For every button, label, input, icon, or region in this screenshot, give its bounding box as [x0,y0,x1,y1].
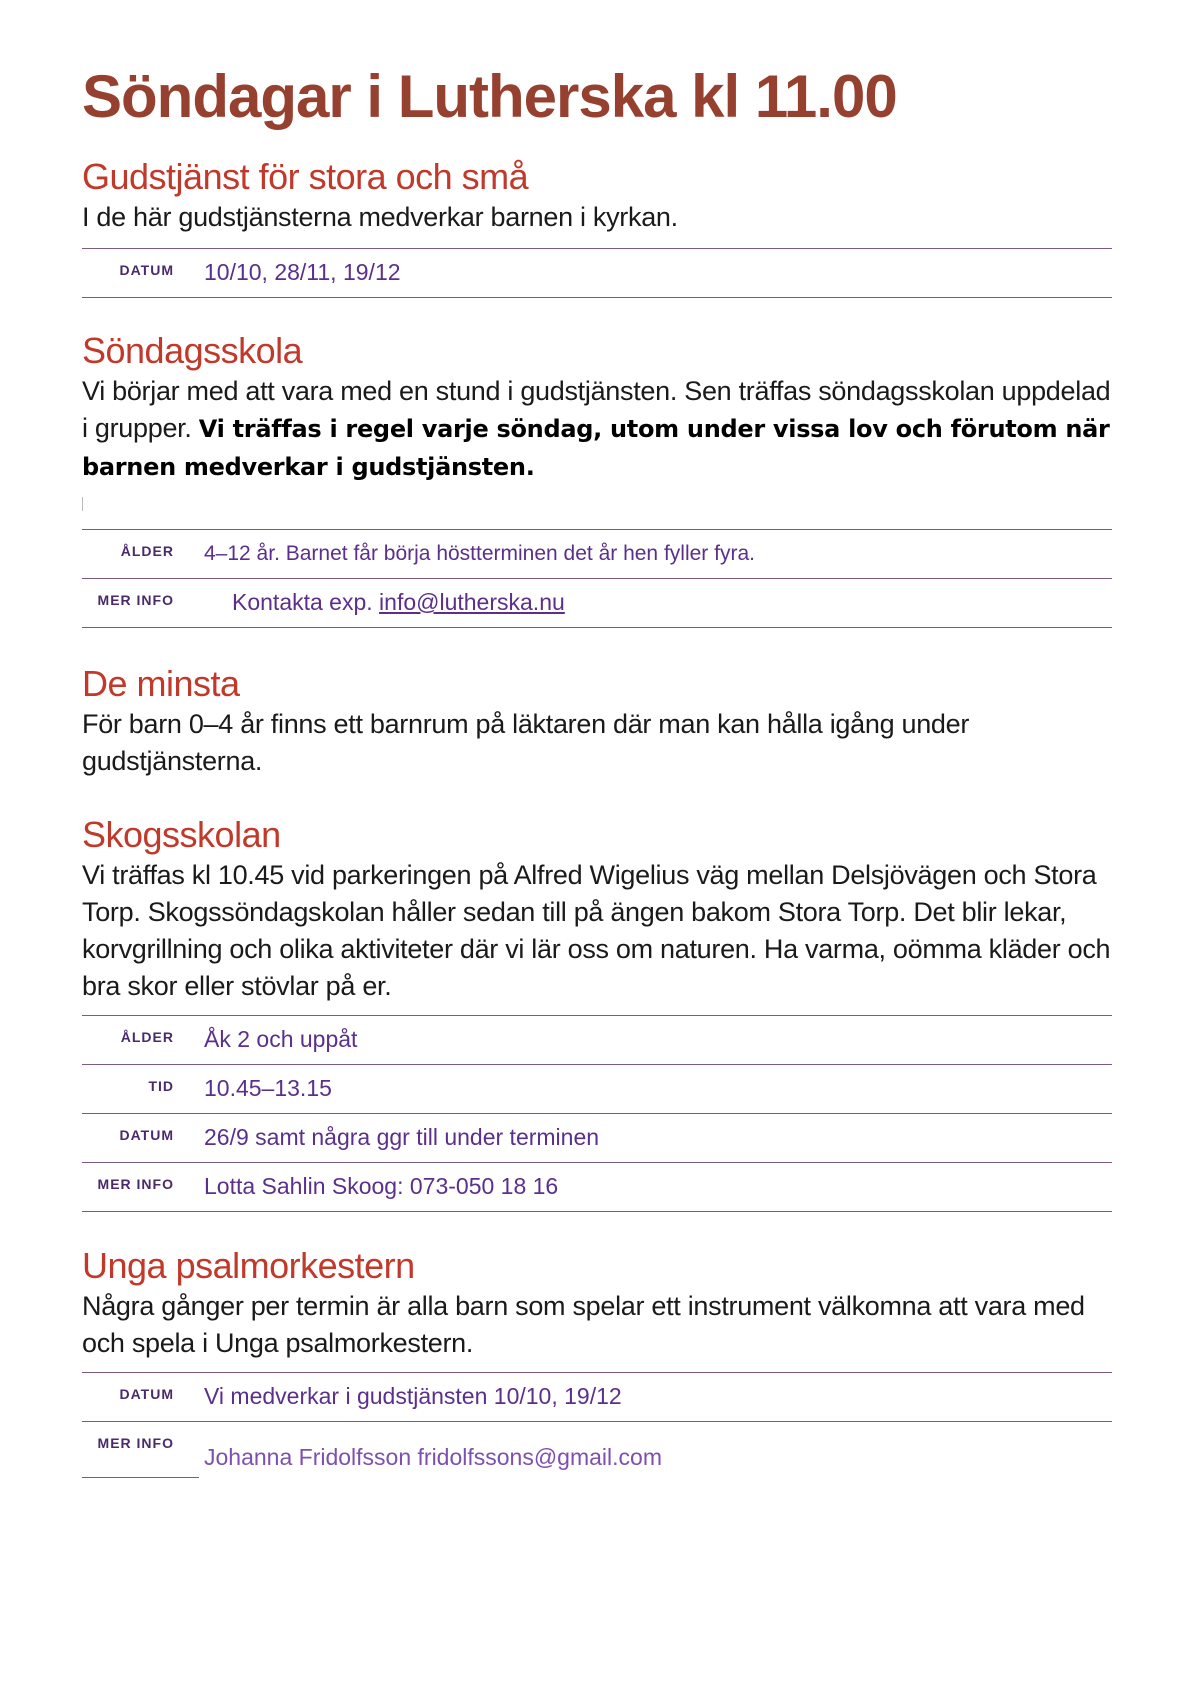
page-title: Söndagar i Lutherska kl 11.00 [82,63,897,130]
info-table-gudstjanst [82,248,1112,298]
section-title: Skogsskolan [82,814,281,855]
info-row-datum [82,1373,1112,1422]
info-value: 10/10, 28/11, 19/12 [204,259,401,285]
section-skogsskolan [82,813,1112,1005]
section-title: De minsta [82,663,240,704]
info-table-unga-psalmorkestern [82,1372,1112,1470]
info-value: Lotta Sahlin Skoog: 073-050 18 16 [204,1173,559,1199]
section-title: Gudstjänst för stora och små [82,156,529,197]
info-row-alder [82,530,1112,579]
info-value: Vi medverkar i gudstjänsten 10/10, 19/12 [204,1383,622,1409]
section-title: Söndagsskola [82,330,303,371]
body-bold-text: Vi träffas i regel varje söndag, utom under vissa lov och förutom när barnen medverkar i gudstjänsten. [82,415,1110,481]
info-label: ÅLDER [120,543,174,559]
section-de-minsta [82,662,1112,780]
section-body [82,373,1112,486]
contact-prefix: Kontakta exp. [232,589,380,615]
info-table-sondagsskola [82,529,1112,628]
info-label: DATUM [119,1386,174,1402]
info-row-mer-info [82,579,1112,628]
section-unga-psalmorkestern [82,1244,1112,1362]
email-link[interactable]: info@lutherska.nu [379,589,565,615]
info-table-skogsskolan [82,1015,1112,1212]
section-body: För barn 0–4 år finns ett barnrum på läktaren där man kan hålla igång under gudstjänsterna. [82,709,970,776]
info-label: ÅLDER [120,1029,174,1045]
info-value: 10.45–13.15 [204,1075,332,1101]
info-label: MER INFO [97,1435,174,1451]
info-value [232,589,565,616]
section-sondagsskola [82,329,1112,486]
info-value: 26/9 samt några ggr till under terminen [204,1124,600,1150]
info-value: Åk 2 och uppåt [204,1026,358,1052]
info-row-mer-info [82,1422,1112,1470]
info-label: MER INFO [97,592,174,608]
section-body: I de här gudstjänsterna medverkar barnen i kyrkan. [82,202,678,232]
section-gudstjanst [82,155,1112,236]
body-plain-text: Vi börjar med att vara med en stund i gudstjänsten. Sen träffas söndagsskolan uppdelad i grupper. [82,376,1111,443]
info-value: 4–12 år. Barnet får börja höstterminen det år hen fyller fyra. [204,542,755,565]
info-label: DATUM [119,262,174,278]
section-body: Vi träffas kl 10.45 vid parkeringen på Alfred Wigelius väg mellan Delsjövägen och Stora Torp. Skogssöndagskolan håller sedan till på ängen bakom Stora Torp. Det blir lekar, korvgrillning och olika aktiviteter där vi lär oss om naturen. Ha varma, oömma kläder och bra skor eller stövlar på er. [82,860,1111,1001]
info-row-datum [82,1114,1112,1163]
info-label: TID [148,1078,174,1094]
section-title: Unga psalmorkestern [82,1245,415,1286]
info-row-tid [82,1065,1112,1114]
divider [82,1477,199,1478]
decorative-mark [82,497,86,511]
info-label: DATUM [119,1127,174,1143]
info-row-mer-info [82,1163,1112,1212]
info-value: Johanna Fridolfsson fridolfssons@gmail.com [204,1444,662,1470]
section-body: Några gånger per termin är alla barn som spelar ett instrument välkomna att vara med och spela i Unga psalmorkestern. [82,1291,1085,1358]
info-row-datum [82,249,1112,298]
info-row-alder [82,1016,1112,1065]
info-label: MER INFO [97,1176,174,1192]
